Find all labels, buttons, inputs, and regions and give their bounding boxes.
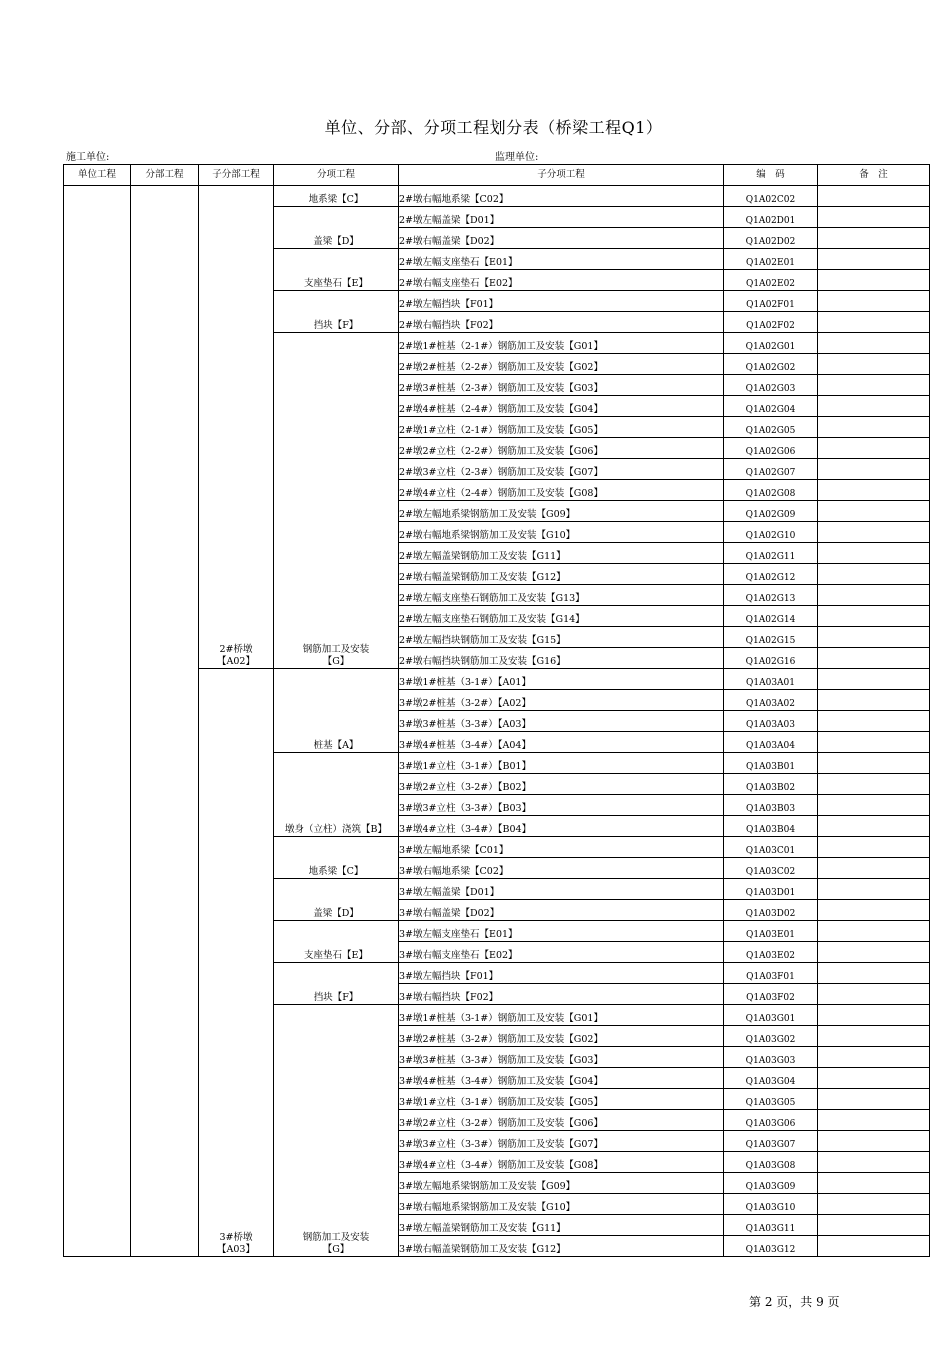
code-cell: Q1A03G03 (724, 1047, 818, 1068)
code-cell: Q1A03D01 (724, 879, 818, 900)
table-body (64, 186, 930, 1257)
remarks-cell (818, 1068, 930, 1089)
remarks-cell (818, 375, 930, 396)
code-cell: Q1A02G08 (724, 480, 818, 501)
remarks-cell (818, 417, 930, 438)
code-cell: Q1A03A04 (724, 732, 818, 753)
code-cell: Q1A02G06 (724, 438, 818, 459)
header-unit-project: 单位工程 (64, 165, 131, 186)
sub-item-cell: 2#墩右幅盖梁【D02】 (399, 228, 724, 249)
sub-item-cell: 2#墩左幅地系梁钢筋加工及安装【G09】 (399, 501, 724, 522)
sub-item-cell: 3#墩3#桩基（3-3#）钢筋加工及安装【G03】 (399, 1047, 724, 1068)
remarks-cell (818, 1236, 930, 1257)
page-number: 第 2 页，共 9 页 (749, 1295, 840, 1309)
division-table (63, 164, 930, 1257)
table-row (64, 186, 930, 207)
sub-item-cell: 3#墩左幅挡块【F01】 (399, 963, 724, 984)
code-cell: Q1A03A01 (724, 669, 818, 690)
remarks-cell (818, 186, 930, 207)
code-cell: Q1A03G11 (724, 1215, 818, 1236)
code-cell: Q1A02D01 (724, 207, 818, 228)
sub-item-cell: 3#墩4#立柱（3-4#）【B04】 (399, 816, 724, 837)
sub-item-cell: 3#墩左幅地系梁钢筋加工及安装【G09】 (399, 1173, 724, 1194)
remarks-cell (818, 270, 930, 291)
sub-item-cell: 3#墩左幅盖梁【D01】 (399, 879, 724, 900)
division-project-cell (131, 186, 199, 1257)
code-cell: Q1A03A03 (724, 711, 818, 732)
header-code: 编 码 (724, 165, 818, 186)
remarks-cell (818, 732, 930, 753)
remarks-cell (818, 669, 930, 690)
remarks-cell (818, 1194, 930, 1215)
sub-item-cell: 2#墩左幅盖梁【D01】 (399, 207, 724, 228)
sub-item-cell: 2#墩2#桩基（2-2#）钢筋加工及安装【G02】 (399, 354, 724, 375)
sub-item-cell: 3#墩右幅挡块【F02】 (399, 984, 724, 1005)
remarks-cell (818, 1173, 930, 1194)
item-project-cell: 支座垫石【E】 (274, 921, 399, 963)
sub-item-cell: 2#墩3#立柱（2-3#）钢筋加工及安装【G07】 (399, 459, 724, 480)
code-cell: Q1A02C02 (724, 186, 818, 207)
sub-item-cell: 3#墩1#桩基（3-1#）钢筋加工及安装【G01】 (399, 1005, 724, 1026)
remarks-cell (818, 1131, 930, 1152)
code-cell: Q1A02G02 (724, 354, 818, 375)
sub-item-cell: 3#墩右幅地系梁【C02】 (399, 858, 724, 879)
item-project-cell: 支座垫石【E】 (274, 249, 399, 291)
remarks-cell (818, 459, 930, 480)
item-project-cell: 盖梁【D】 (274, 207, 399, 249)
code-cell: Q1A03G01 (724, 1005, 818, 1026)
remarks-cell (818, 816, 930, 837)
sub-item-cell: 2#墩1#桩基（2-1#）钢筋加工及安装【G01】 (399, 333, 724, 354)
code-cell: Q1A02E02 (724, 270, 818, 291)
item-project-cell: 钢筋加工及安装 【G】 (274, 1005, 399, 1257)
item-project-cell: 地系梁【C】 (274, 186, 399, 207)
code-cell: Q1A02G04 (724, 396, 818, 417)
item-project-cell: 地系梁【C】 (274, 837, 399, 879)
item-project-cell: 墩身（立柱）浇筑【B】 (274, 753, 399, 837)
sub-item-cell: 2#墩左幅挡块【F01】 (399, 291, 724, 312)
code-cell: Q1A02G15 (724, 627, 818, 648)
remarks-cell (818, 837, 930, 858)
item-project-cell: 挡块【F】 (274, 963, 399, 1005)
remarks-cell (818, 921, 930, 942)
header-division-project: 分部工程 (131, 165, 199, 186)
remarks-cell (818, 1047, 930, 1068)
sub-item-cell: 3#墩2#桩基（3-2#）钢筋加工及安装【G02】 (399, 1026, 724, 1047)
sub-item-cell: 2#墩右幅挡块【F02】 (399, 312, 724, 333)
code-cell: Q1A03G08 (724, 1152, 818, 1173)
sub-item-cell: 2#墩右幅支座垫石【E02】 (399, 270, 724, 291)
remarks-cell (818, 1026, 930, 1047)
remarks-cell (818, 501, 930, 522)
remarks-cell (818, 564, 930, 585)
construction-unit-label: 施工单位: (66, 152, 110, 163)
remarks-cell (818, 1110, 930, 1131)
remarks-cell (818, 480, 930, 501)
code-cell: Q1A03E01 (724, 921, 818, 942)
sub-item-cell: 2#墩2#立柱（2-2#）钢筋加工及安装【G06】 (399, 438, 724, 459)
sub-item-cell: 3#墩左幅支座垫石【E01】 (399, 921, 724, 942)
item-project-cell: 钢筋加工及安装 【G】 (274, 333, 399, 669)
code-cell: Q1A03E02 (724, 942, 818, 963)
sub-item-cell: 3#墩左幅地系梁【C01】 (399, 837, 724, 858)
remarks-cell (818, 627, 930, 648)
sub-division-cell: 3#桥墩 【A03】 (199, 669, 274, 1257)
sub-item-cell: 3#墩右幅地系梁钢筋加工及安装【G10】 (399, 1194, 724, 1215)
code-cell: Q1A03F02 (724, 984, 818, 1005)
code-cell: Q1A02E01 (724, 249, 818, 270)
supervision-unit-label: 监理单位: (495, 152, 539, 163)
sub-item-cell: 3#墩2#桩基（3-2#）【A02】 (399, 690, 724, 711)
code-cell: Q1A02G05 (724, 417, 818, 438)
code-cell: Q1A02G03 (724, 375, 818, 396)
remarks-cell (818, 984, 930, 1005)
header-sub-division-project: 子分部工程 (199, 165, 274, 186)
sub-item-cell: 2#墩左幅支座垫石【E01】 (399, 249, 724, 270)
page-title: 单位、分部、分项工程划分表（桥梁工程Q1） (324, 118, 663, 137)
code-cell: Q1A03G09 (724, 1173, 818, 1194)
sub-item-cell: 2#墩左幅盖梁钢筋加工及安装【G11】 (399, 543, 724, 564)
code-cell: Q1A03B03 (724, 795, 818, 816)
remarks-cell (818, 249, 930, 270)
code-cell: Q1A02F01 (724, 291, 818, 312)
code-cell: Q1A02F02 (724, 312, 818, 333)
remarks-cell (818, 879, 930, 900)
code-cell: Q1A03G10 (724, 1194, 818, 1215)
remarks-cell (818, 333, 930, 354)
table-header-row (64, 165, 930, 186)
code-cell: Q1A03A02 (724, 690, 818, 711)
code-cell: Q1A03B02 (724, 774, 818, 795)
remarks-cell (818, 1089, 930, 1110)
sub-item-cell: 2#墩右幅盖梁钢筋加工及安装【G12】 (399, 564, 724, 585)
sub-division-cell: 2#桥墩 【A02】 (199, 186, 274, 669)
remarks-cell (818, 312, 930, 333)
remarks-cell (818, 606, 930, 627)
sub-item-cell: 3#墩1#立柱（3-1#）【B01】 (399, 753, 724, 774)
sub-item-cell: 2#墩右幅挡块钢筋加工及安装【G16】 (399, 648, 724, 669)
code-cell: Q1A03G05 (724, 1089, 818, 1110)
header-sub-item-project: 子分项工程 (399, 165, 724, 186)
code-cell: Q1A02G10 (724, 522, 818, 543)
header-item-project: 分项工程 (274, 165, 399, 186)
remarks-cell (818, 228, 930, 249)
code-cell: Q1A03C02 (724, 858, 818, 879)
code-cell: Q1A03G07 (724, 1131, 818, 1152)
sub-item-cell: 3#墩2#立柱（3-2#）钢筋加工及安装【G06】 (399, 1110, 724, 1131)
item-project-cell: 盖梁【D】 (274, 879, 399, 921)
code-cell: Q1A03C01 (724, 837, 818, 858)
sub-item-cell: 3#墩2#立柱（3-2#）【B02】 (399, 774, 724, 795)
sub-item-cell: 2#墩1#立柱（2-1#）钢筋加工及安装【G05】 (399, 417, 724, 438)
code-cell: Q1A02G14 (724, 606, 818, 627)
code-cell: Q1A02G09 (724, 501, 818, 522)
sub-item-cell: 3#墩3#立柱（3-3#）钢筋加工及安装【G07】 (399, 1131, 724, 1152)
remarks-cell (818, 207, 930, 228)
remarks-cell (818, 354, 930, 375)
sub-item-cell: 2#墩左幅支座垫石钢筋加工及安装【G13】 (399, 585, 724, 606)
remarks-cell (818, 690, 930, 711)
code-cell: Q1A02D02 (724, 228, 818, 249)
sub-item-cell: 3#墩3#立柱（3-3#）【B03】 (399, 795, 724, 816)
remarks-cell (818, 942, 930, 963)
sub-item-cell: 3#墩3#桩基（3-3#）【A03】 (399, 711, 724, 732)
remarks-cell (818, 543, 930, 564)
code-cell: Q1A02G07 (724, 459, 818, 480)
remarks-cell (818, 1152, 930, 1173)
sub-item-cell: 3#墩1#立柱（3-1#）钢筋加工及安装【G05】 (399, 1089, 724, 1110)
code-cell: Q1A03G04 (724, 1068, 818, 1089)
sub-item-cell: 2#墩左幅支座垫石钢筋加工及安装【G14】 (399, 606, 724, 627)
code-cell: Q1A02G01 (724, 333, 818, 354)
remarks-cell (818, 711, 930, 732)
code-cell: Q1A03G02 (724, 1026, 818, 1047)
code-cell: Q1A03G12 (724, 1236, 818, 1257)
code-cell: Q1A03B04 (724, 816, 818, 837)
sub-item-cell: 3#墩左幅盖梁钢筋加工及安装【G11】 (399, 1215, 724, 1236)
sub-item-cell: 3#墩4#桩基（3-4#）【A04】 (399, 732, 724, 753)
remarks-cell (818, 858, 930, 879)
remarks-cell (818, 753, 930, 774)
sub-item-cell: 2#墩右幅地系梁钢筋加工及安装【G10】 (399, 522, 724, 543)
code-cell: Q1A03F01 (724, 963, 818, 984)
remarks-cell (818, 795, 930, 816)
remarks-cell (818, 585, 930, 606)
sub-item-cell: 2#墩3#桩基（2-3#）钢筋加工及安装【G03】 (399, 375, 724, 396)
remarks-cell (818, 438, 930, 459)
unit-project-cell (64, 186, 131, 1257)
remarks-cell (818, 648, 930, 669)
sub-item-cell: 3#墩右幅盖梁钢筋加工及安装【G12】 (399, 1236, 724, 1257)
sub-item-cell: 3#墩4#立柱（3-4#）钢筋加工及安装【G08】 (399, 1152, 724, 1173)
header-remarks: 备 注 (818, 165, 930, 186)
code-cell: Q1A03D02 (724, 900, 818, 921)
item-project-cell: 桩基【A】 (274, 669, 399, 753)
sub-item-cell: 2#墩左幅挡块钢筋加工及安装【G15】 (399, 627, 724, 648)
sub-item-cell: 2#墩4#桩基（2-4#）钢筋加工及安装【G04】 (399, 396, 724, 417)
sub-item-cell: 2#墩右幅地系梁【C02】 (399, 186, 724, 207)
sub-item-cell: 3#墩1#桩基（3-1#）【A01】 (399, 669, 724, 690)
code-cell: Q1A02G13 (724, 585, 818, 606)
code-cell: Q1A02G11 (724, 543, 818, 564)
sub-item-cell: 3#墩4#桩基（3-4#）钢筋加工及安装【G04】 (399, 1068, 724, 1089)
code-cell: Q1A03G06 (724, 1110, 818, 1131)
remarks-cell (818, 774, 930, 795)
remarks-cell (818, 396, 930, 417)
code-cell: Q1A02G16 (724, 648, 818, 669)
remarks-cell (818, 291, 930, 312)
sub-item-cell: 2#墩4#立柱（2-4#）钢筋加工及安装【G08】 (399, 480, 724, 501)
remarks-cell (818, 963, 930, 984)
code-cell: Q1A02G12 (724, 564, 818, 585)
sub-item-cell: 3#墩右幅盖梁【D02】 (399, 900, 724, 921)
code-cell: Q1A03B01 (724, 753, 818, 774)
remarks-cell (818, 1215, 930, 1236)
remarks-cell (818, 900, 930, 921)
sub-item-cell: 3#墩右幅支座垫石【E02】 (399, 942, 724, 963)
remarks-cell (818, 1005, 930, 1026)
remarks-cell (818, 522, 930, 543)
item-project-cell: 挡块【F】 (274, 291, 399, 333)
